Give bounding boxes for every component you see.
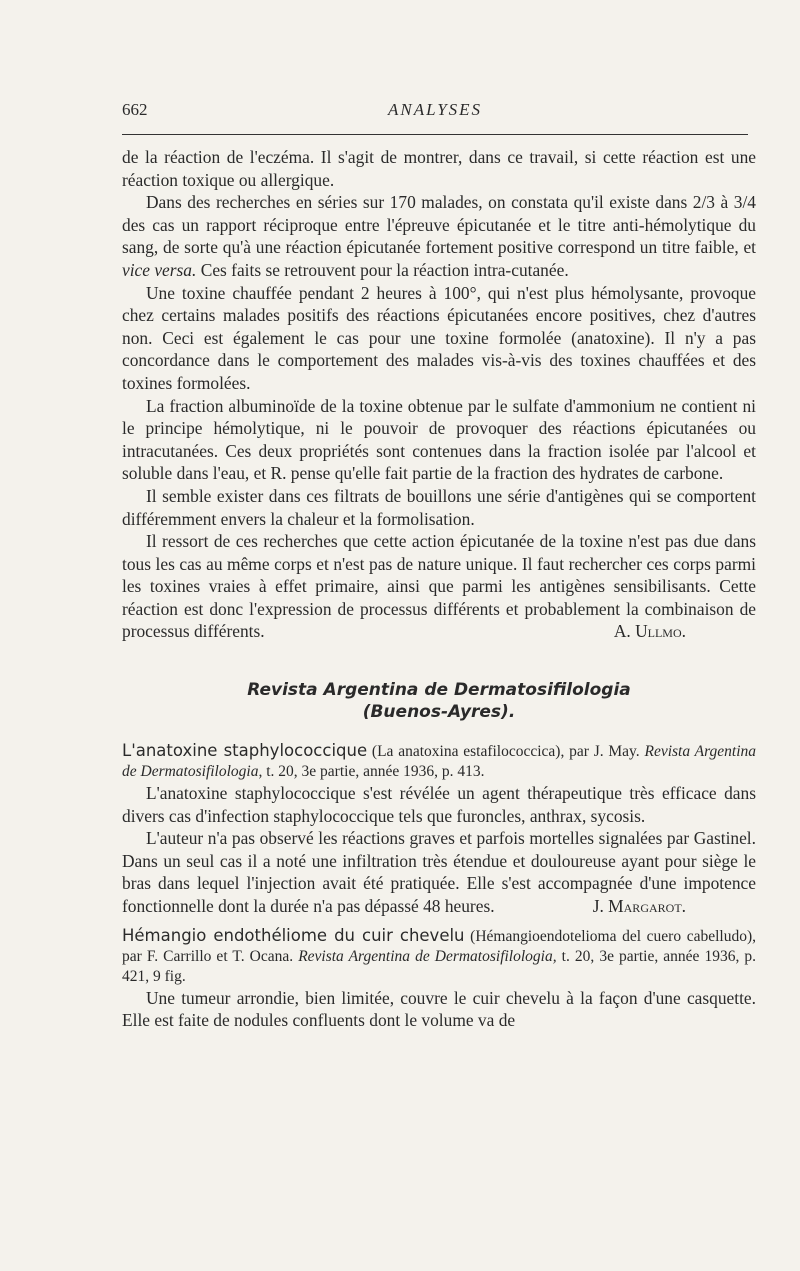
article1-p2-text: Dans des recherches en séries sur 170 malades, on constata qu'il existe dans 2/3 à 3/4 des cas un rapport réciproque entre l'épreuve épicutanée et le titre anti-hémolytique du sang, de sorte qu'à une réaction épicutanée fortement positive correspond un titre faible, et xyxy=(122,192,756,258)
journal-city: (Buenos-Ayres). xyxy=(362,702,516,723)
running-header xyxy=(122,100,748,124)
journal-heading xyxy=(122,679,756,723)
article1-p2-italic: vice versa. xyxy=(122,259,197,280)
article3-paragraph-1: Une tumeur arrondie, bien limitée, couvre le cuir chevelu à la façon d'une casquette. Elle est faite de nodules confluents dont le volume va de xyxy=(122,987,756,1031)
article2-paragraph-1: L'anatoxine staphylococcique s'est révélée un agent thérapeutique très efficace dans divers cas d'infection staphylococcique tels que furoncles, anthrax, sycosis. xyxy=(122,783,756,826)
article2-title: L'anatoxine staphylococcique xyxy=(122,741,368,761)
article1-paragraph-4: La fraction albuminoïde de la toxine obtenue par le sulfate d'ammonium ne contient ni le principe hémolytique, ni le pouvoir de provoquer des réactions épicutanées ou intracutanées. Ces deux propriétés sont contenues dans la fraction isolée par l'alcool et soluble dans l'eau, et R. pense qu'elle fait partie de la fraction des hydrates de carbone. xyxy=(122,395,756,484)
article1-p2-end: Ces faits se retrouvent pour la réaction intra-cutanée. xyxy=(200,259,569,280)
article1-paragraph-5: Il semble exister dans ces filtrats de bouillons une série d'antigènes qui se comportent différemment envers la chaleur et la formolisation. xyxy=(122,485,756,529)
article3-ref-journal: Revista Argentina de Dermatosifilologia, xyxy=(298,947,557,965)
article1-paragraph-6: Il ressort de ces recherches que cette action épicutanée de la toxine n'est pas due dans tous les cas au même corps et n'est pas de nature unique. Il faut rechercher ces corps parmi les toxines vraies à effet primaire, ainsi que parmi les antigènes sensibilisants. Cette réaction est donc l'expression de processus différents et probablement la combinaison de processus différents. xyxy=(122,531,756,642)
running-title: ANALYSES xyxy=(387,100,483,119)
article1-signature: A. Ullmo. xyxy=(613,621,686,642)
article3-heading xyxy=(122,926,756,987)
page-number: 662 xyxy=(122,100,148,119)
article3-title-rest: (Hémangioendotelioma del cuero cabelludo), par F. Carrillo et T. Ocana. xyxy=(122,927,757,965)
article2-paragraph-2: L'auteur n'a pas observé les réactions graves et parfois mortelles signalées par Gastinel. Dans un seul cas il a noté une infiltration très étendue et douloureuse ayant pour siège le bras dans lequel l'injection avait été pratiquée. Elle s'est accompagnée d'une impotence fonctionnelle dont la durée n'a pas dépassé 48 heures. xyxy=(122,828,756,917)
journal-name: Revista Argentina de Dermatosifilologia xyxy=(247,680,631,701)
article2-ref-journal: Revista Argentina de Dermatosifilologia, xyxy=(122,743,757,781)
header-rule xyxy=(122,134,748,135)
article2-signature: J. Margarot. xyxy=(592,896,686,917)
article1-paragraph-2 xyxy=(122,191,756,281)
article2-ref-details: t. 20, 3e partie, année 1936, p. 413. xyxy=(266,763,485,781)
article2-heading xyxy=(122,741,756,782)
article3-ref-details: t. 20, 3e partie, année 1936, p. 421, 9 fig. xyxy=(122,947,757,985)
article1-paragraph-3: Une toxine chauffée pendant 2 heures à 100°, qui n'est plus hémolysante, provoque chez certains malades positifs des réactions épicutanées encore positives, chez d'autres non. Ceci est également le cas pour une toxine formolée (anatoxine). Il n'y a pas concordance dans le comportement des malades vis-à-vis des toxines chauffées et des toxines formolées. xyxy=(122,282,756,393)
article1-paragraph-1: de la réaction de l'eczéma. Il s'agit de montrer, dans ce travail, si cette réaction est une réaction toxique ou allergique. xyxy=(122,147,756,190)
article2-title-rest: (La anatoxina estafilococcica), par J. May. xyxy=(371,743,640,761)
article3-title: Hémangio endothéliome du cuir chevelu xyxy=(122,925,465,945)
page-body xyxy=(122,146,756,1032)
